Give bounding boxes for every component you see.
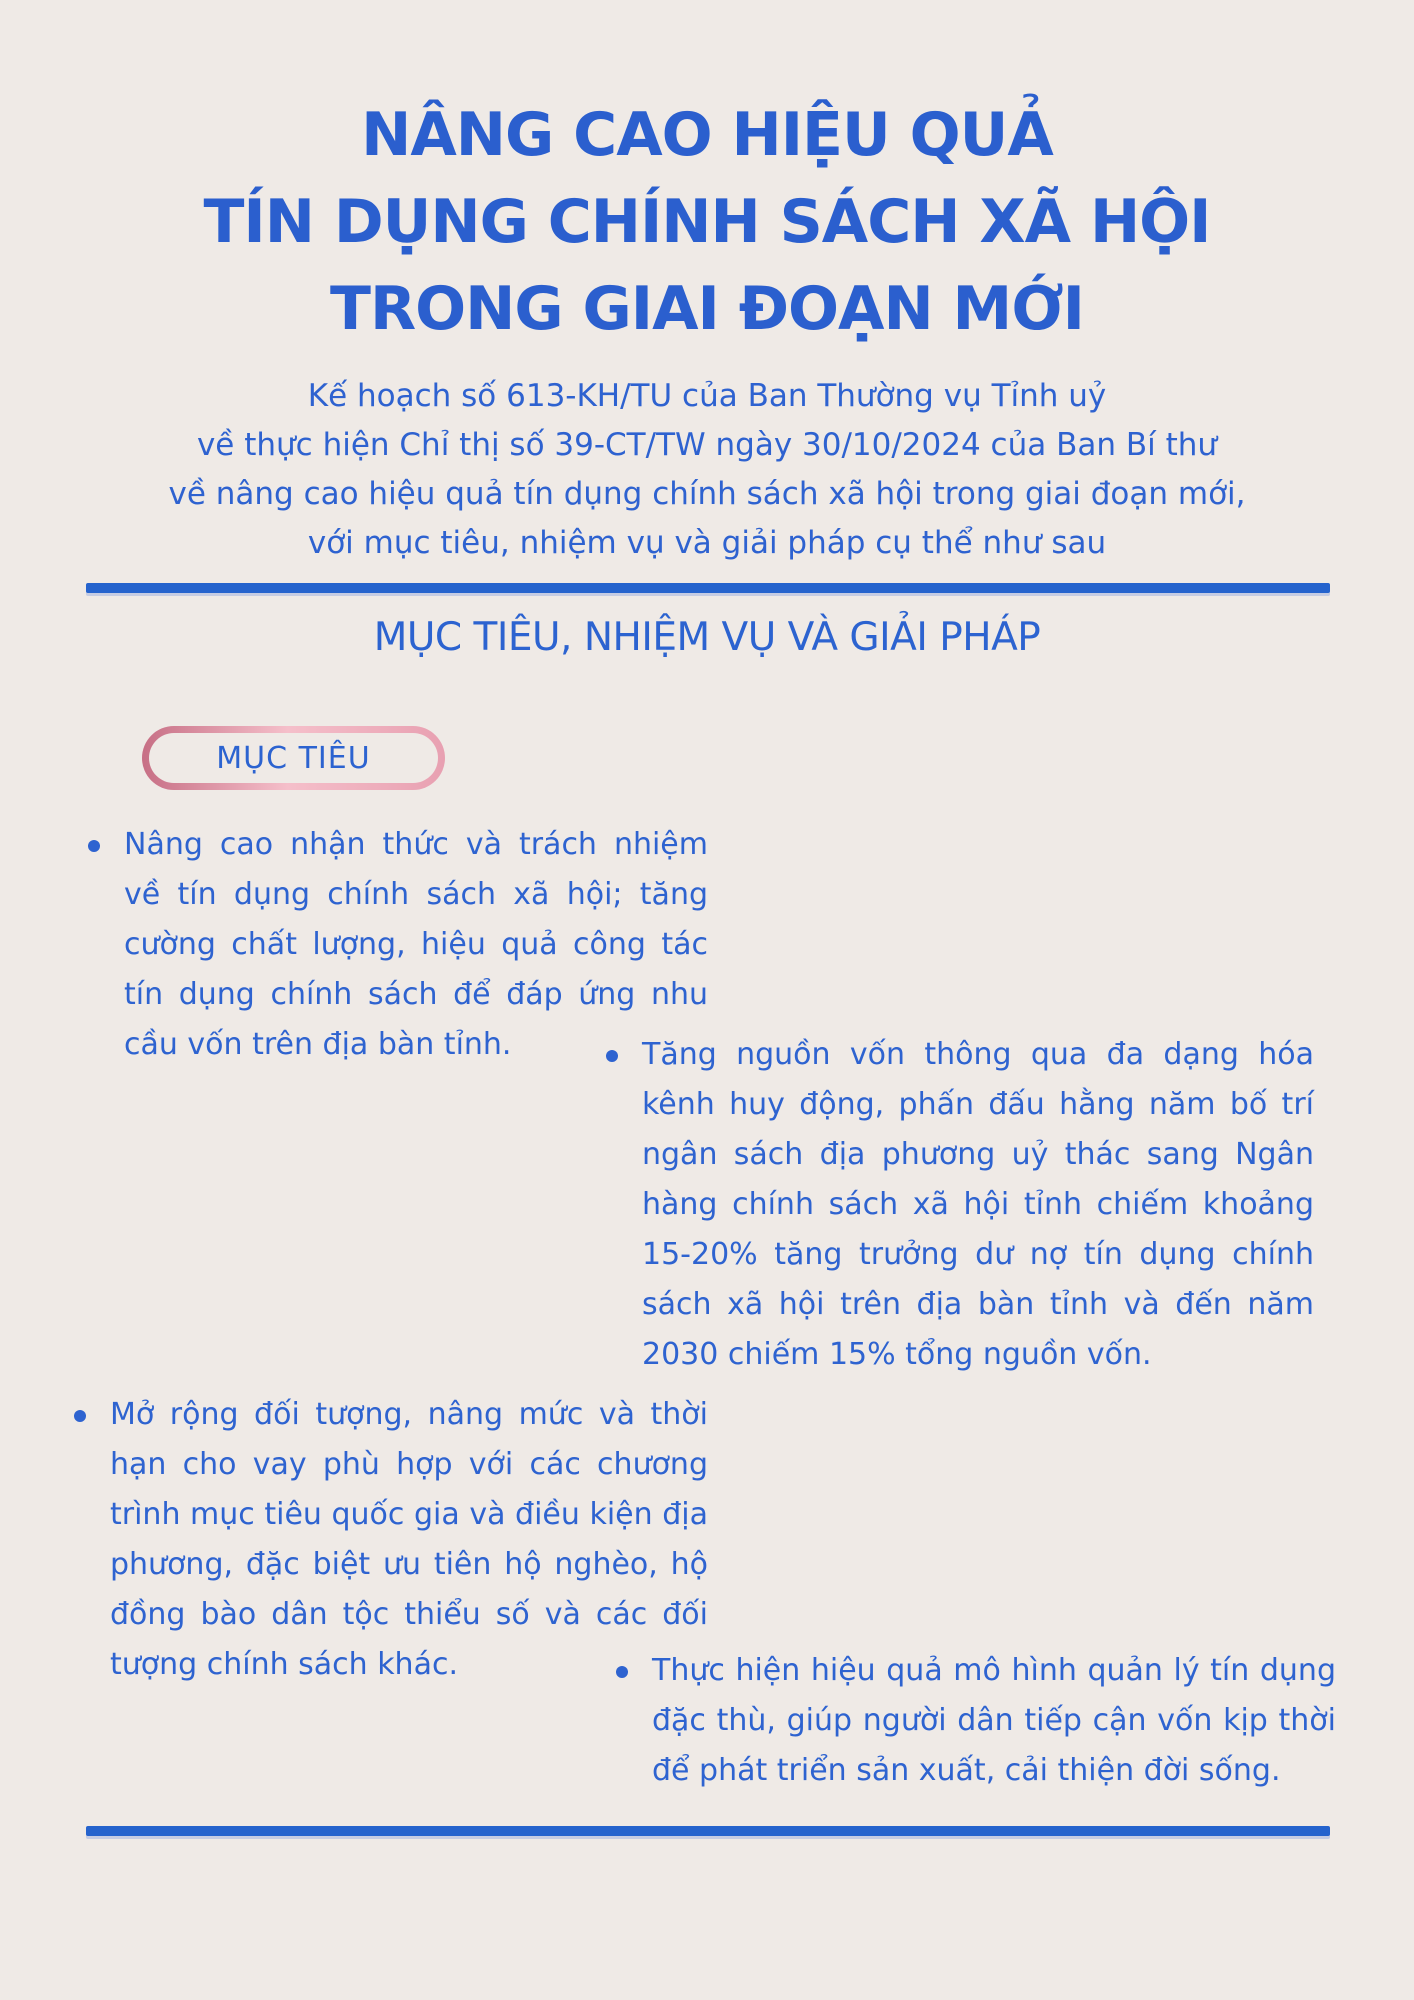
- bullet-item: [74, 1390, 708, 1690]
- bullet-dot-icon: [606, 1050, 618, 1062]
- subtitle-line: về thực hiện Chỉ thị số 39-CT/TW ngày 30/10/2024 của Ban Bí thư: [196, 427, 1218, 463]
- bullet-text: Tăng nguồn vốn thông qua đa dạng hóa kênh huy động, phấn đấu hằng năm bố trí ngân sách địa phương uỷ thác sang Ngân hàng chính sách xã hội tỉnh chiếm khoảng 15-20% tăng trưởng dư nợ tín dụng chính sách xã hội trên địa bàn tỉnh và đến năm 2030 chiếm 15% tổng nguồn vốn.: [642, 1037, 1314, 1372]
- bullet-dot-icon: [88, 840, 100, 852]
- muc-tieu-badge-inner: [149, 733, 438, 783]
- page-title: [0, 92, 1414, 353]
- bullet-item: [616, 1646, 1336, 1796]
- bullet-dot-icon: [616, 1666, 628, 1678]
- bullet-item: [606, 1030, 1314, 1380]
- title-line: NÂNG CAO HIỆU QUẢ: [361, 100, 1053, 170]
- subtitle-line: về nâng cao hiệu quả tín dụng chính sách xã hội trong giai đoạn mới,: [168, 476, 1246, 512]
- bottom-divider: [86, 1826, 1330, 1836]
- subtitle-line: với mục tiêu, nhiệm vụ và giải pháp cụ thể như sau: [307, 525, 1107, 561]
- bullet-dot-icon: [74, 1410, 86, 1422]
- subtitle-line: Kế hoạch số 613-KH/TU của Ban Thường vụ Tỉnh uỷ: [307, 378, 1107, 414]
- muc-tieu-badge: [142, 726, 445, 790]
- page-subtitle: [0, 372, 1414, 568]
- bullet-text: Mở rộng đối tượng, nâng mức và thời hạn cho vay phù hợp với các chương trình mục tiêu quốc gia và điều kiện địa phương, đặc biệt ưu tiên hộ nghèo, hộ đồng bào dân tộc thiểu số và các đối tượng chính sách khác.: [110, 1397, 708, 1682]
- section-heading: MỤC TIÊU, NHIỆM VỤ VÀ GIẢI PHÁP: [373, 615, 1041, 660]
- bullet-text: Nâng cao nhận thức và trách nhiệm về tín dụng chính sách xã hội; tăng cường chất lượng, hiệu quả công tác tín dụng chính sách để đáp ứng nhu cầu vốn trên địa bàn tỉnh.: [124, 827, 708, 1062]
- top-divider: [86, 583, 1330, 593]
- title-line: TÍN DỤNG CHÍNH SÁCH XÃ HỘI: [203, 187, 1211, 257]
- bullet-text: Thực hiện hiệu quả mô hình quản lý tín dụng đặc thù, giúp người dân tiếp cận vốn kịp thời để phát triển sản xuất, cải thiện đời sống.: [652, 1653, 1336, 1788]
- muc-tieu-badge-label: MỤC TIÊU: [216, 740, 371, 776]
- title-line: TRONG GIAI ĐOẠN MỚI: [330, 274, 1084, 344]
